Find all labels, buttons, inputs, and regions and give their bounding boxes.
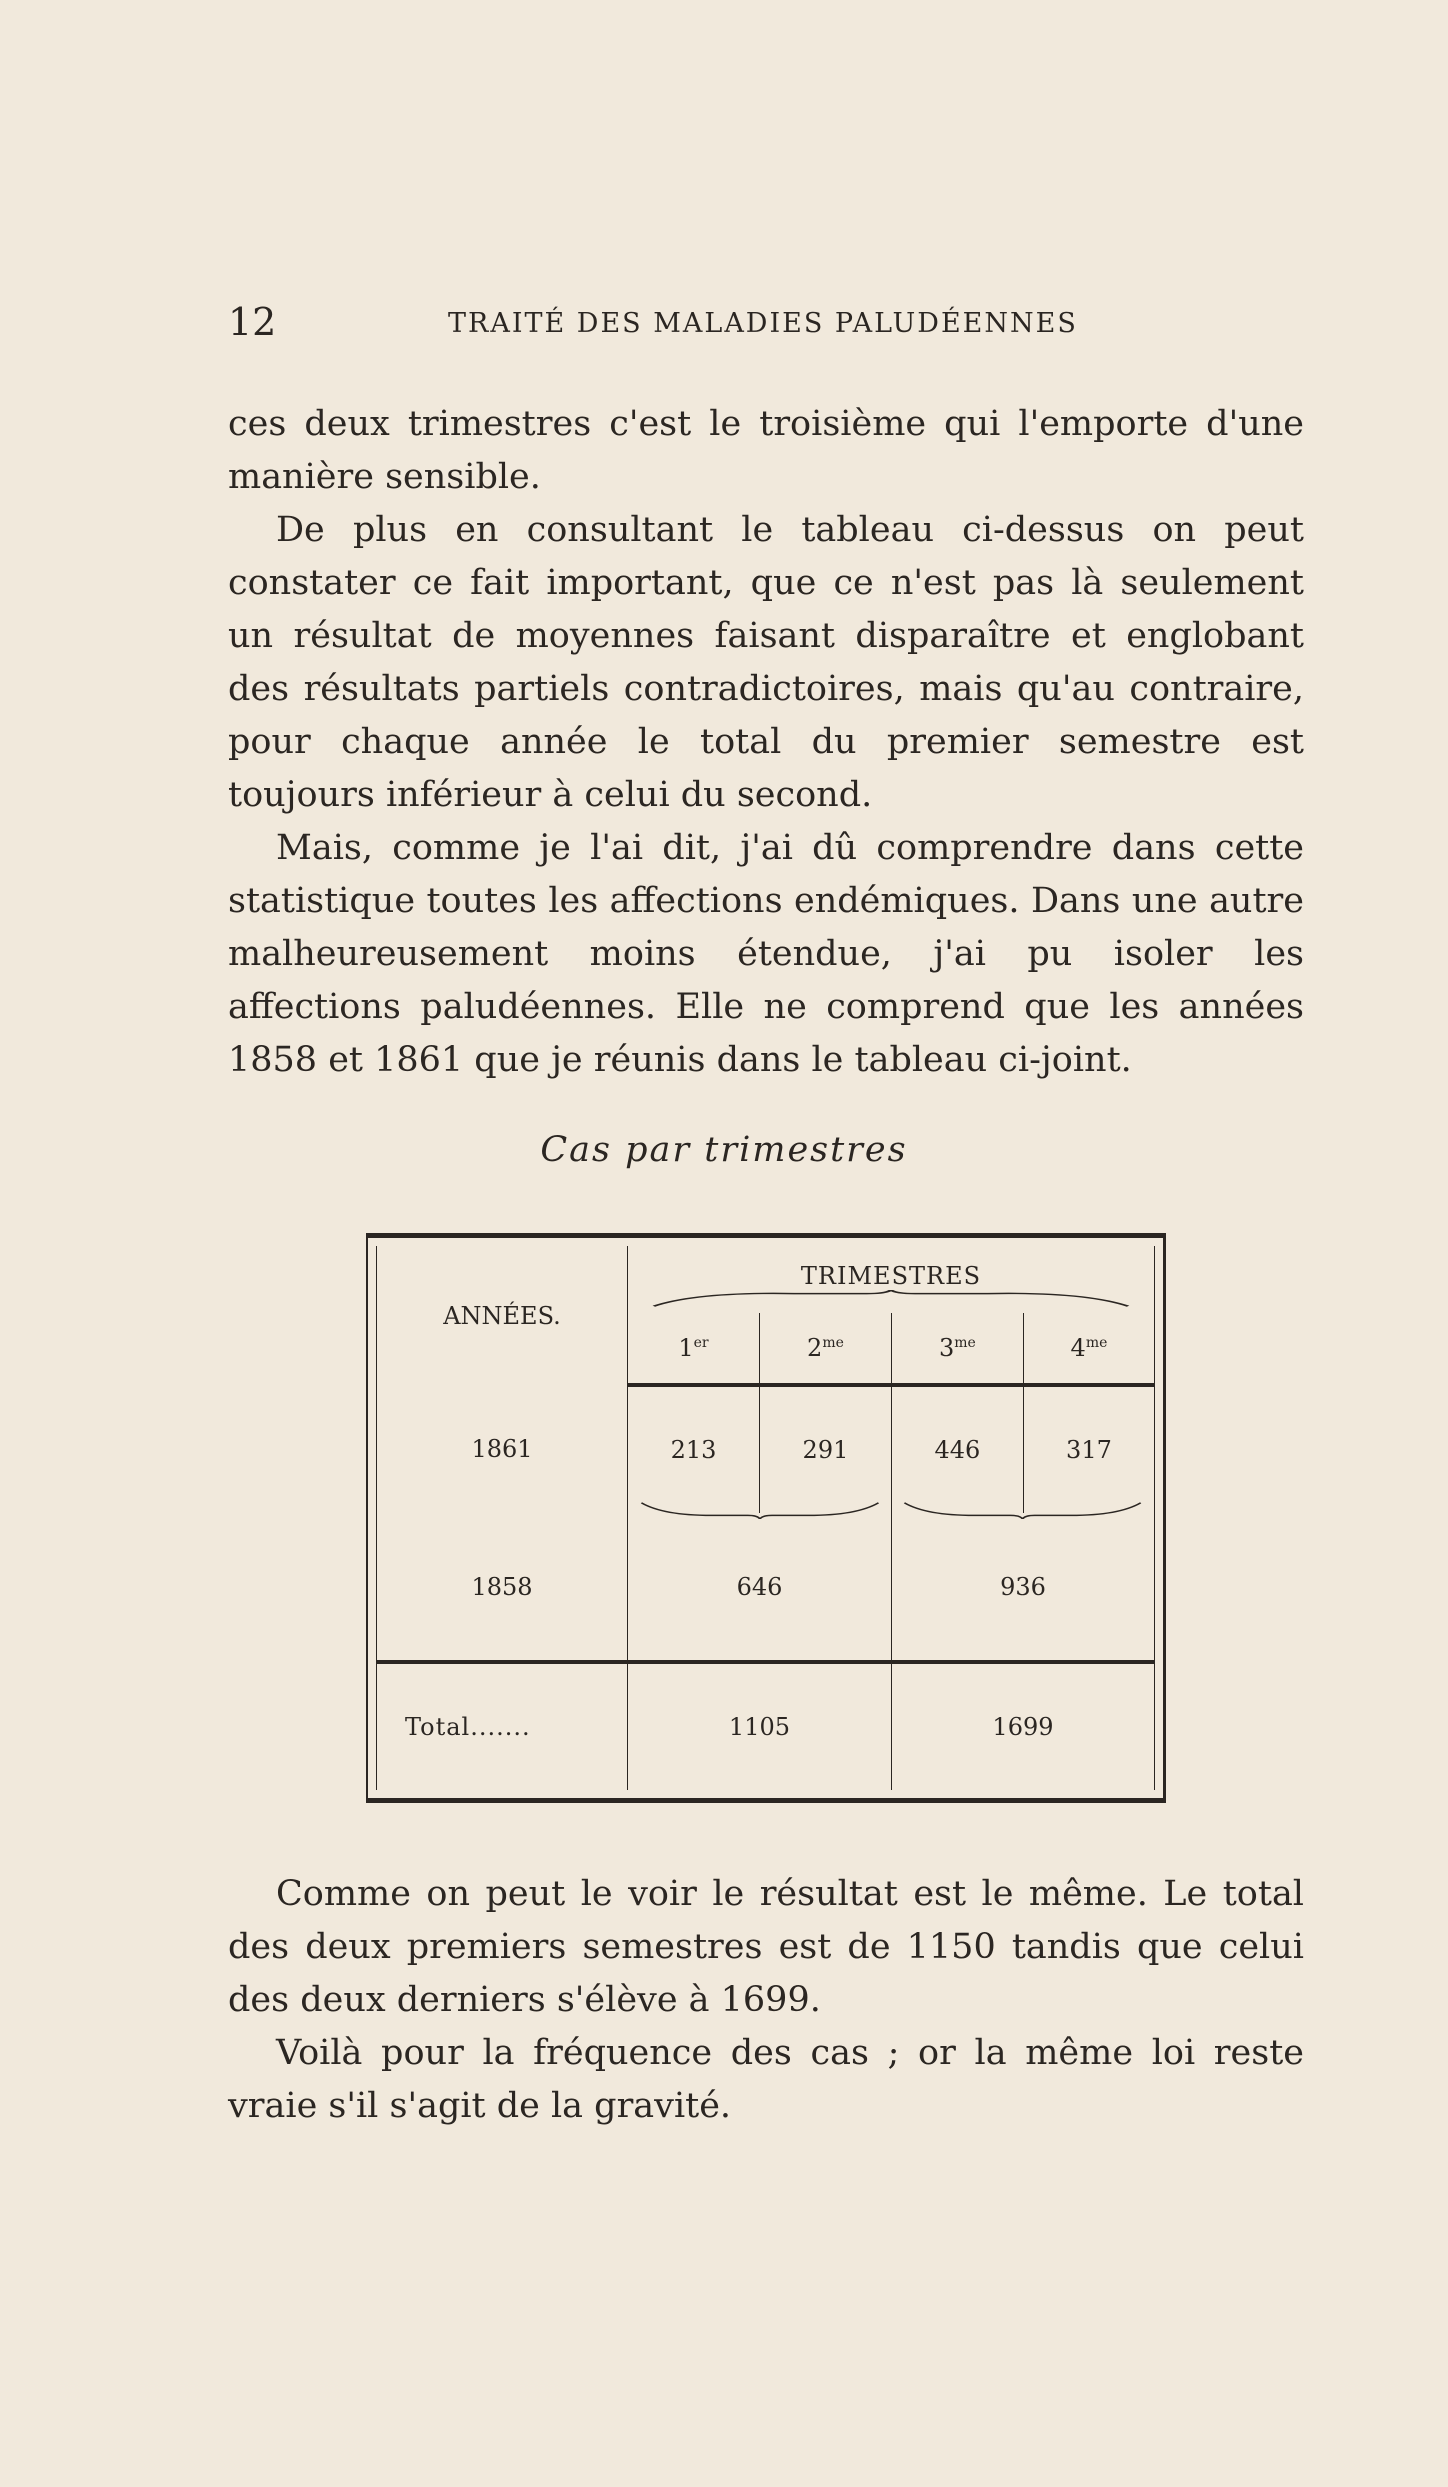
value-1858-semester-2: 936 (1000, 1572, 1046, 1601)
total-semester-1: 1105 (628, 1662, 892, 1790)
cell-1861-q3: 446 (891, 1385, 1023, 1513)
brace-semester-2 (902, 1501, 1143, 1519)
cell-1861-q2: 291 (759, 1385, 891, 1513)
quarter-3-header: $3^{me}$ (891, 1313, 1023, 1385)
brace-over-quarters (649, 1290, 1133, 1308)
value-1858-semester-1: 646 (736, 1572, 783, 1601)
running-head (228, 300, 1228, 360)
running-title: TRAITÉ DES MALADIES PALUDÉENNES (448, 308, 1078, 339)
body-text-bottom (228, 1868, 1304, 2133)
trimestres-header-label: TRIMESTRES (800, 1261, 982, 1290)
body-text-top (228, 398, 1304, 1087)
paragraph: Comme on peut le voir le résultat est le même. Le total des deux premiers semestres est de 1150 tandis que celui des deux derniers s'élève à 1699. (228, 1874, 1304, 2020)
table-caption: Cas par trimestres (540, 1130, 908, 1170)
page-number: 12 (228, 300, 277, 344)
paragraph: ces deux trimestres c'est le troisième qui l'emporte d'une manière sensible. (228, 404, 1304, 497)
cell-1858-semester-1 (628, 1513, 892, 1662)
trimestres-header (628, 1246, 1155, 1313)
paragraph: Mais, comme je l'ai dit, j'ai dû comprendre dans cette statistique toutes les affections endémiques. Dans une autre malheureusement moins étendue, j'ai pu isoler les affections paludéennes. Elle ne comprend que les années 1858 et 1861 que je réunis dans le tableau ci-joint. (228, 828, 1304, 1080)
paragraph: Voilà pour la fréquence des cas ; or la même loi reste vraie s'il s'agit de la gravité. (228, 2033, 1304, 2126)
cell-1861-q4: 317 (1066, 1436, 1112, 1465)
cases-table (366, 1233, 1166, 1803)
total-label: Total....... (377, 1662, 628, 1790)
quarter-2-header: $2^{me}$ (759, 1313, 891, 1385)
paragraph: De plus en consultant le tableau ci-dessus on peut constater ce fait important, que ce n'est pas là seulement un résultat de moyennes faisant disparaître et englobant des résultats partiels contradictoires, mais qu'au contraire, pour chaque année le total du premier semestre est toujours inférieur à celui du second. (228, 510, 1304, 815)
year-1858: 1858 (377, 1513, 628, 1662)
total-semester-2: 1699 (891, 1662, 1154, 1790)
quarter-4-header: $4^{me}$ (1023, 1313, 1154, 1385)
year-1861: 1861 (377, 1385, 628, 1513)
quarter-1-header: 1er (628, 1313, 760, 1385)
cell-1861-q1: 213 (628, 1385, 760, 1513)
cell-1858-semester-2 (891, 1513, 1154, 1662)
brace-semester-1 (639, 1501, 881, 1519)
years-header: ANNÉES. (377, 1246, 628, 1385)
